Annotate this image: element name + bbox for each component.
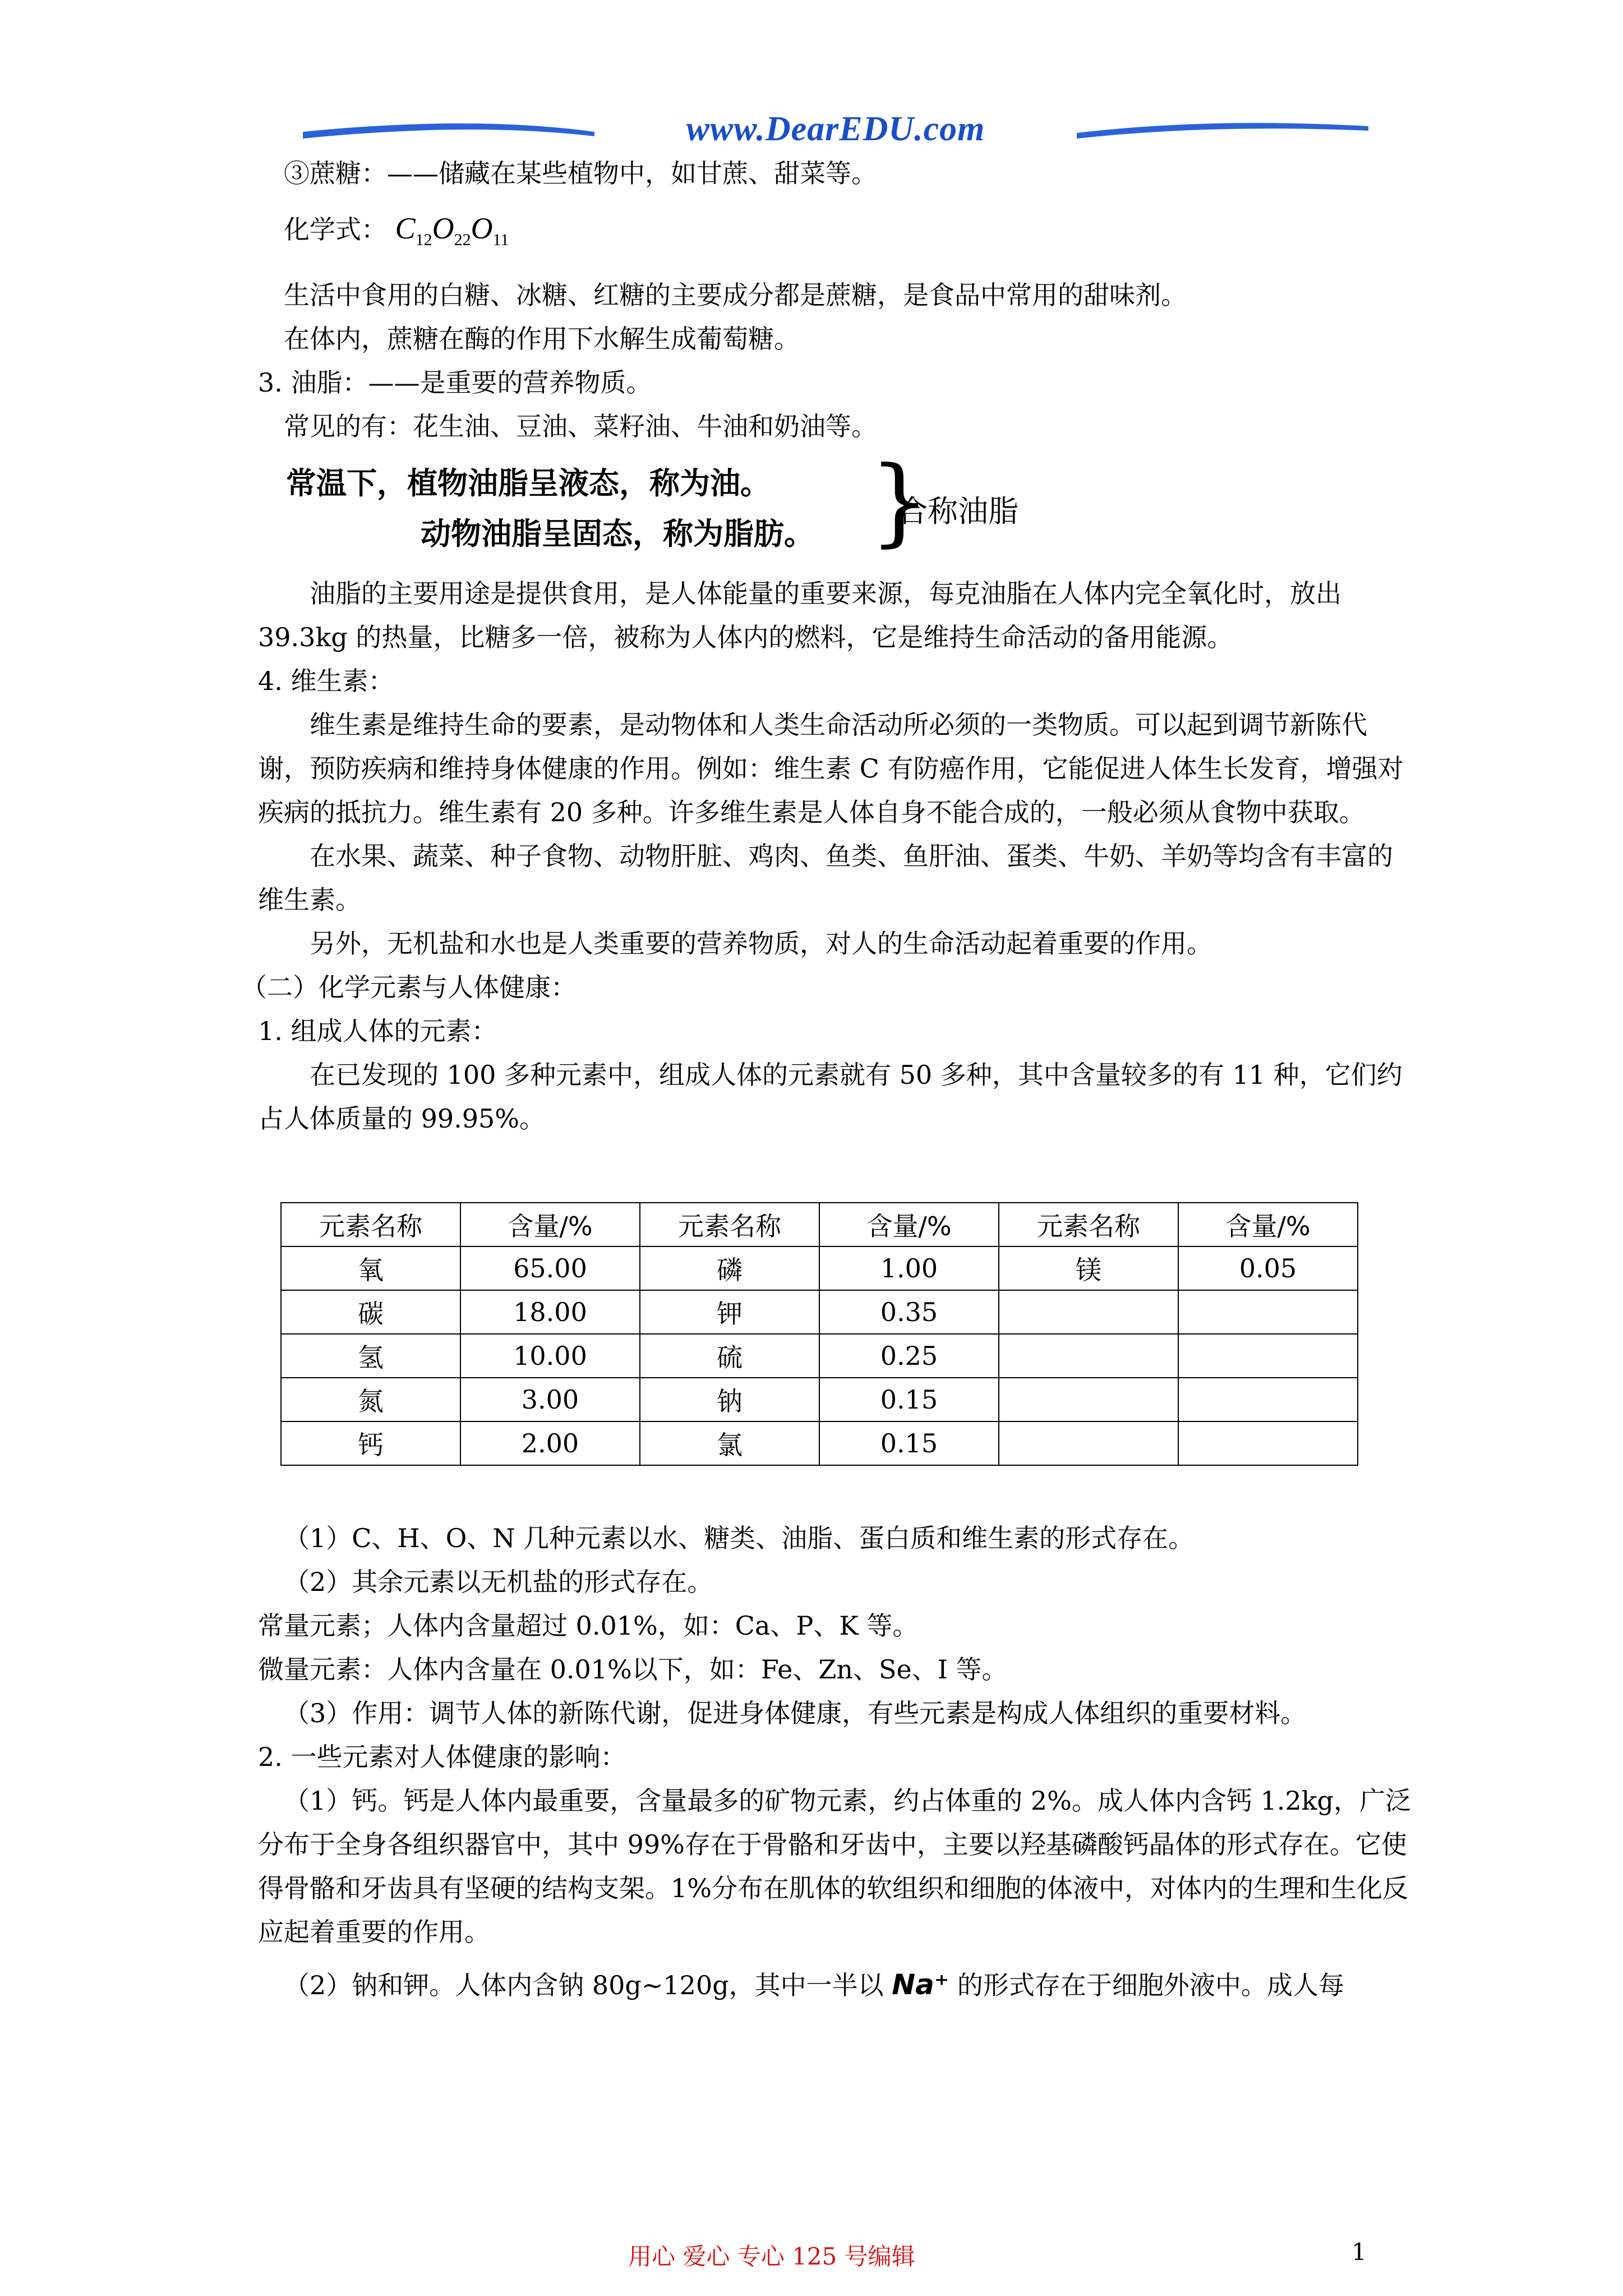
table-cell: 钠 [640, 1378, 819, 1421]
brace-icon: } [869, 445, 930, 557]
table-row [281, 1334, 1358, 1378]
paragraph: （2）其余元素以无机盐的形式存在。 [284, 1566, 713, 1597]
formula-line [258, 206, 1413, 262]
table-cell [999, 1421, 1178, 1465]
table-cell: 18.00 [460, 1290, 640, 1334]
table-cell: 0.15 [819, 1378, 999, 1421]
column-header: 含量/% [819, 1203, 999, 1246]
section-heading: 3. 油脂：——是重要的营养物质。 [258, 367, 652, 398]
paragraph: 在体内，蔗糖在酶的作用下水解生成葡萄糖。 [284, 323, 800, 354]
brace-label: 合称油脂 [897, 493, 1018, 529]
column-header: 含量/% [1178, 1203, 1358, 1246]
page-number: 1 [1352, 2238, 1367, 2266]
element-content-table [280, 1202, 1358, 1466]
paragraph [258, 1963, 1413, 2007]
table-row [281, 1290, 1358, 1334]
table-cell: 1.00 [819, 1246, 999, 1290]
table-cell: 0.35 [819, 1290, 999, 1334]
section-heading: 2. 一些元素对人体健康的影响： [258, 1741, 626, 1772]
paragraph: ③蔗糖：——储藏在某些植物中，如甘蔗、甜菜等。 [284, 158, 877, 188]
table-cell [1178, 1290, 1358, 1334]
footer-note: 用心 爱心 专心 125 号编辑 [628, 2243, 915, 2270]
paragraph: 另外，无机盐和水也是人类重要的营养物质，对人的生命活动起着重要的作用。 [310, 928, 1212, 959]
paragraph: 在水果、蔬菜、种子食物、动物肝脏、鸡肉、鱼类、鱼肝油、蛋类、牛奶、羊奶等均含有丰富的维生素。 [258, 840, 1393, 915]
table-header-row [281, 1203, 1358, 1246]
brace-line-2: 动物油脂呈固态，称为脂肪。 [421, 516, 814, 551]
column-header: 元素名称 [640, 1203, 819, 1246]
table-row [281, 1378, 1358, 1421]
paragraph: 维生素是维持生命的要素，是动物体和人类生命活动所必须的一类物质。可以起到调节新陈代谢，预防疾病和维持身体健康的作用。例如：维生素 C 有防癌作用，它能促进人体生长发育，增强对疾病的抵抗力。维生素有 20 多种。许多维生素是人体自身不能合成的，一般必须从食物中获取。 [258, 709, 1404, 827]
table-cell [1178, 1421, 1358, 1465]
oil-fat-brace [286, 445, 1413, 566]
table-cell: 0.15 [819, 1421, 999, 1465]
table-cell: 碳 [281, 1290, 460, 1334]
paragraph: 微量元素：人体内含量在 0.01%以下，如：Fe、Zn、Se、I 等。 [258, 1654, 1008, 1685]
site-logo-text[interactable]: www.DearEDU.com [686, 110, 985, 148]
table-cell: 氮 [281, 1378, 460, 1421]
table-cell: 0.25 [819, 1334, 999, 1378]
table-cell: 硫 [640, 1334, 819, 1378]
table-cell: 氯 [640, 1421, 819, 1465]
table-cell: 镁 [999, 1246, 1178, 1290]
formula-label: 化学式： [284, 214, 387, 245]
table-cell [1178, 1378, 1358, 1421]
paragraph: （1）钙。钙是人体内最重要，含量最多的矿物元素，约占体重的 2%。成人体内含钙 1.2kg，广泛分布于全身各组织器官中，其中 99%存在于骨骼和牙齿中，主要以羟基磷酸钙晶体的形式存在。它使得骨骼和牙齿具有坚硬的结构支架。1%分布在肌体的软组织和细胞的体液中，对体内的生理和生化反应起着重要的作用。 [258, 1785, 1411, 1947]
table-cell: 2.00 [460, 1421, 640, 1465]
table-cell: 65.00 [460, 1246, 640, 1290]
table-cell [999, 1334, 1178, 1378]
text-span: （2）钠和钾。人体内含钠 80g~120g，其中一半以 [284, 1970, 892, 2000]
paragraph: 在已发现的 100 多种元素中，组成人体的元素就有 50 多种，其中含量较多的有 11 种，它们约占人体质量的 99.95%。 [258, 1059, 1403, 1134]
paragraph: （3）作用：调节人体的新陈代谢，促进身体健康，有些元素是构成人体组织的重要材料。 [284, 1697, 1307, 1728]
column-header: 含量/% [460, 1203, 640, 1246]
table-cell: 磷 [640, 1246, 819, 1290]
paragraph: （1）C、H、O、N 几种元素以水、糖类、油脂、蛋白质和维生素的形式存在。 [284, 1522, 1195, 1553]
table-cell: 钙 [281, 1421, 460, 1465]
text-span: 的形式存在于细胞外液中。成人每 [949, 1970, 1344, 2000]
table-cell: 3.00 [460, 1378, 640, 1421]
sucrose-formula: $C_{12}O_{22}O_{11}$ [395, 211, 509, 249]
table-cell: 10.00 [460, 1334, 640, 1378]
sodium-ion: Na⁺ [892, 1968, 949, 2001]
table-row [281, 1421, 1358, 1465]
brace-line-1: 常温下，植物油脂呈液态，称为油。 [286, 465, 771, 501]
column-header: 元素名称 [281, 1203, 460, 1246]
paragraph: 生活中食用的白糖、冰糖、红糖的主要成分都是蔗糖，是食品中常用的甜味剂。 [284, 279, 1187, 310]
table-cell [1178, 1334, 1358, 1378]
section-heading: （二）化学元素与人体健康： [241, 972, 577, 1002]
table-cell [999, 1378, 1178, 1421]
paragraph: 常见的有：花生油、豆油、菜籽油、牛油和奶油等。 [284, 411, 877, 441]
table-cell: 钾 [640, 1290, 819, 1334]
section-heading: 1. 组成人体的元素： [258, 1015, 497, 1046]
paragraph: 常量元素；人体内含量超过 0.01%，如：Ca、P、K 等。 [258, 1610, 919, 1641]
table-cell: 氧 [281, 1246, 460, 1290]
table-cell: 0.05 [1178, 1246, 1358, 1290]
table-row [281, 1246, 1358, 1290]
table-cell: 氢 [281, 1334, 460, 1378]
section-heading: 4. 维生素： [258, 665, 394, 696]
column-header: 元素名称 [999, 1203, 1178, 1246]
document-body [241, 151, 1413, 2007]
paragraph: 油脂的主要用途是提供食用，是人体能量的重要来源，每克油脂在人体内完全氧化时，放出 39.3kg 的热量，比糖多一倍，被称为人体内的燃料，它是维持生命活动的备用能源。 [258, 578, 1341, 652]
table-cell [999, 1290, 1178, 1334]
